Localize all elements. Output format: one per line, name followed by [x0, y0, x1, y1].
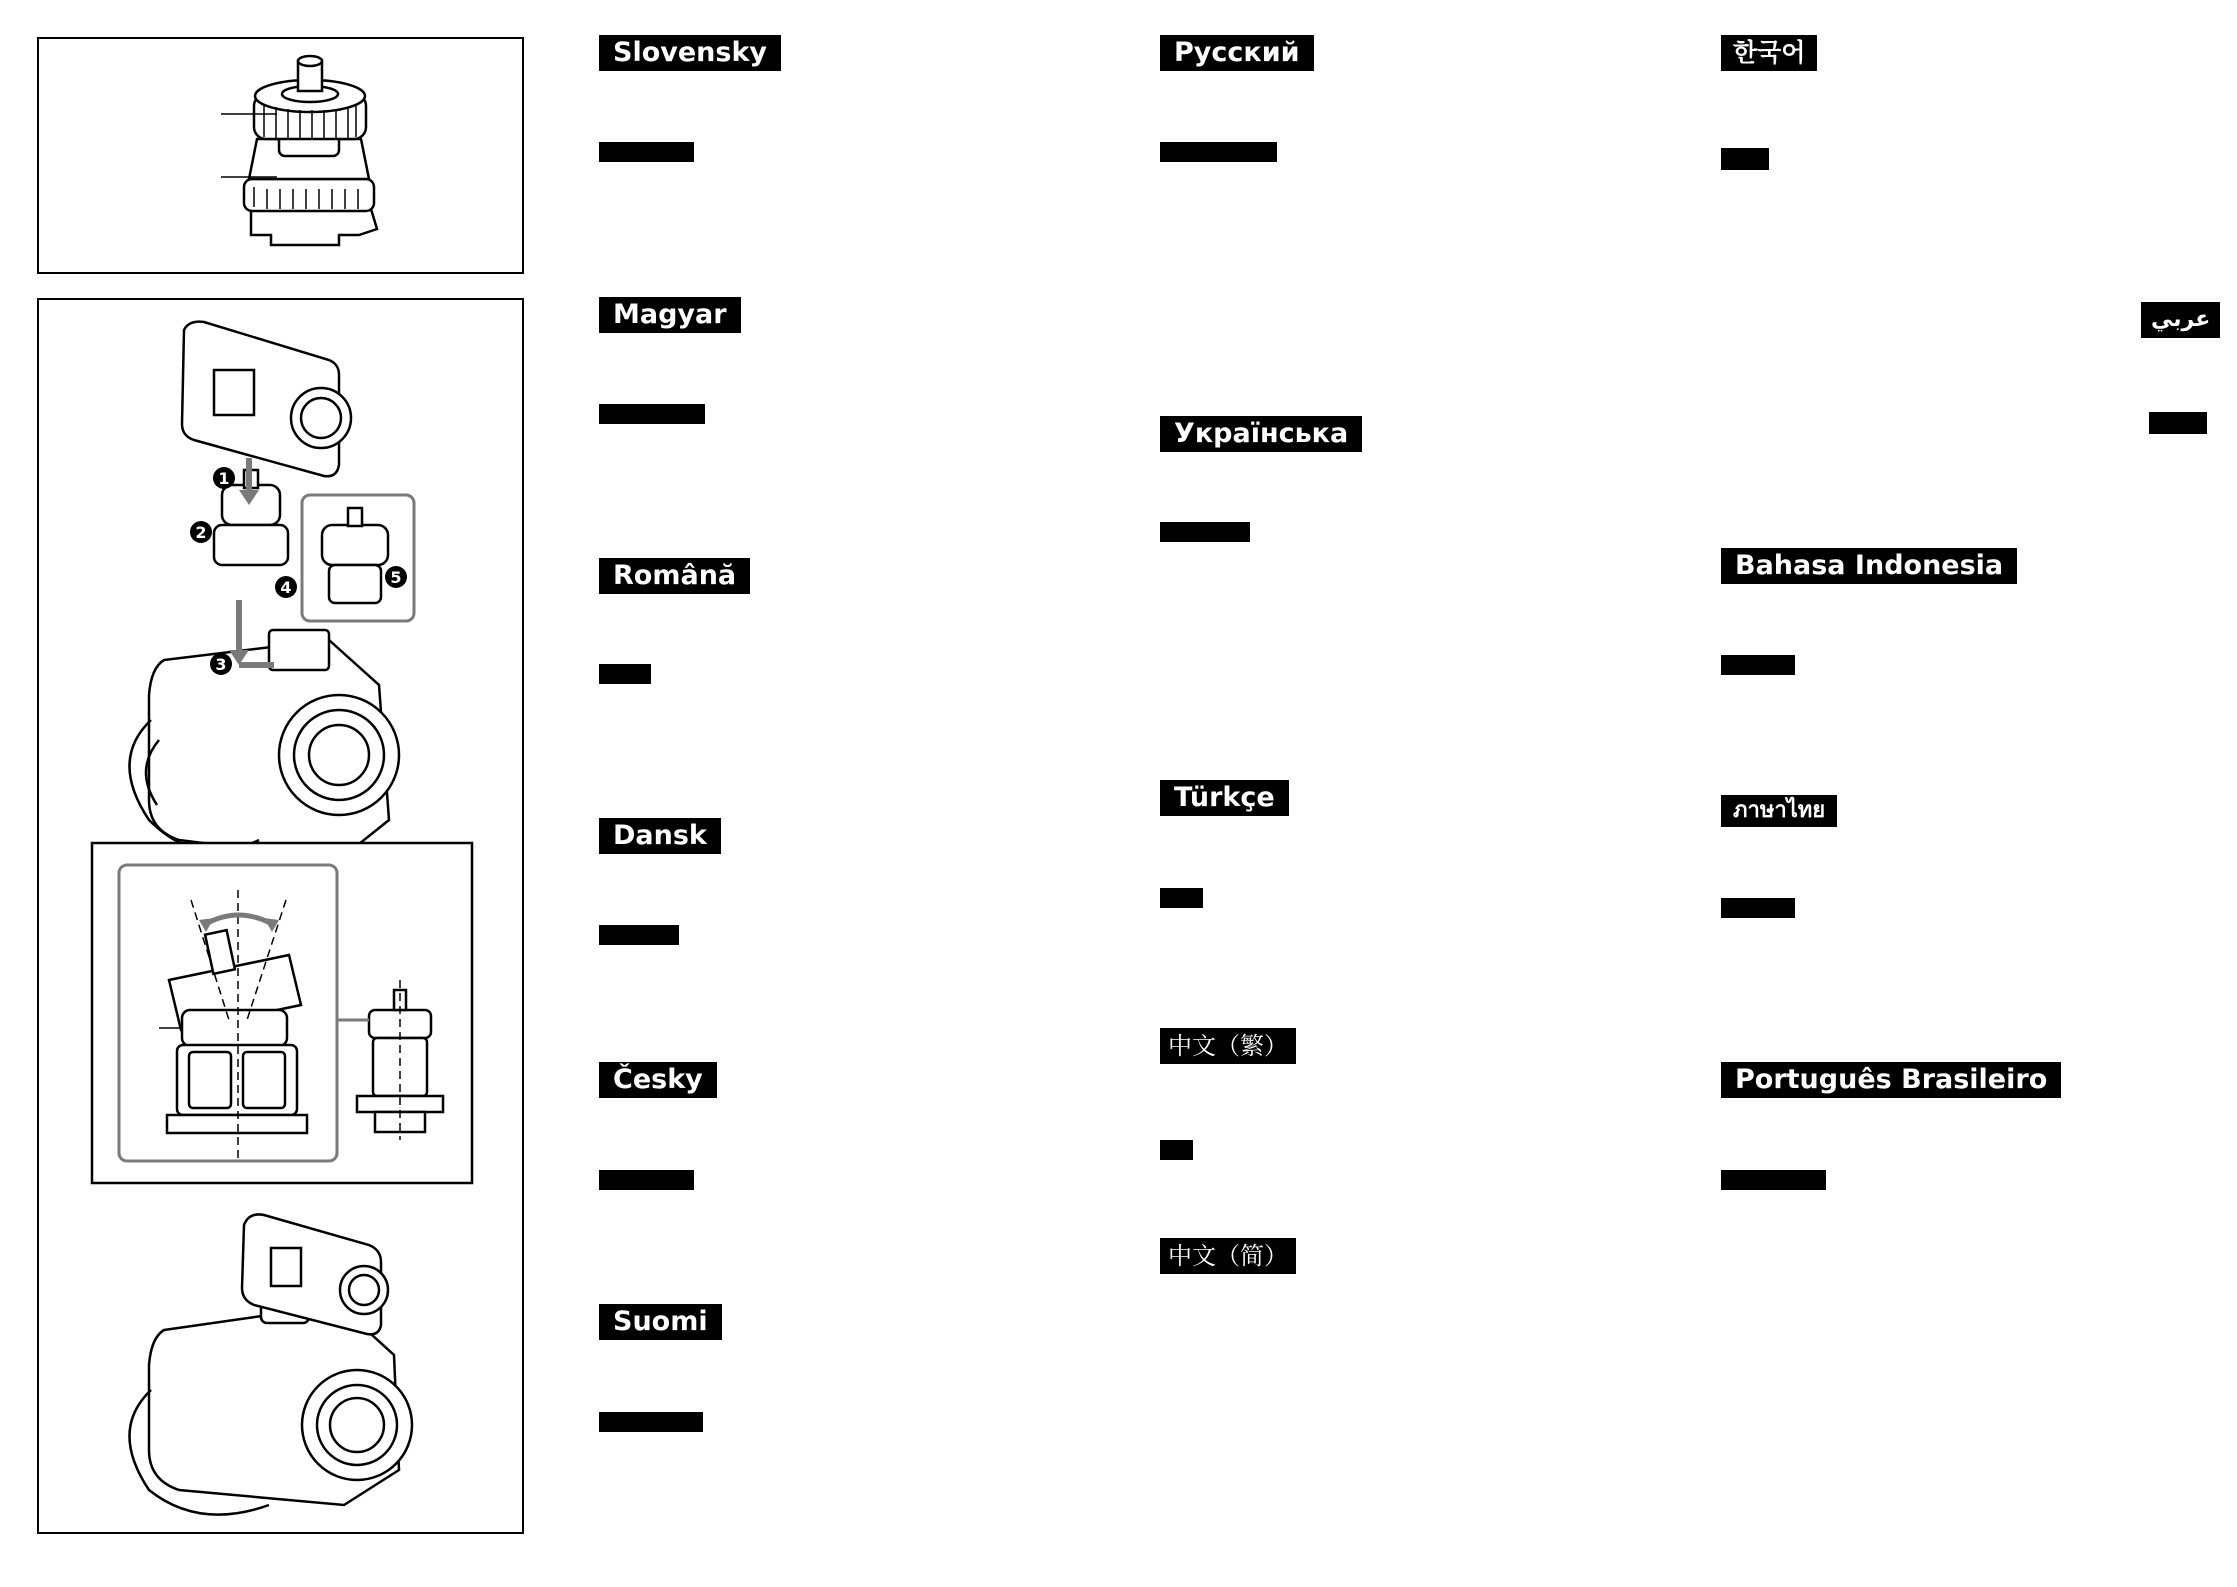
- redacted-text-bar: [599, 1170, 694, 1190]
- section-header-ukrainska: Українська: [1160, 416, 1362, 452]
- section-header-arabic: عربي: [2141, 302, 2220, 338]
- redacted-text-bar: [1721, 898, 1795, 918]
- step-number-1: 1: [218, 469, 230, 488]
- section-header-korean: 한국어: [1721, 35, 1817, 71]
- step-number-4: 4: [280, 578, 292, 597]
- section-header-romana: Română: [599, 558, 750, 594]
- redacted-text-bar: [1160, 142, 1277, 162]
- step-number-3: 3: [215, 655, 227, 674]
- section-header-turkce: Türkçe: [1160, 780, 1289, 816]
- section-header-slovensky: Slovensky: [599, 35, 781, 71]
- redacted-text-bar: [1721, 1170, 1826, 1190]
- section-header-russkiy: Русский: [1160, 35, 1314, 71]
- redacted-text-bar: [599, 925, 679, 945]
- redacted-text-bar: [599, 142, 694, 162]
- redacted-text-bar: [1160, 888, 1203, 908]
- redacted-text-bar: [599, 404, 705, 424]
- attachment-steps-illustration: [39, 300, 526, 1536]
- section-header-bahasa: Bahasa Indonesia: [1721, 548, 2017, 584]
- shoe-adaptor-illustration: [39, 39, 526, 276]
- attachment-steps-figure: [37, 298, 524, 1534]
- section-header-dansk: Dansk: [599, 818, 721, 854]
- redacted-text-bar: [1721, 655, 1795, 675]
- section-header-cesky: Česky: [599, 1062, 717, 1098]
- redacted-text-bar: [2149, 412, 2207, 434]
- redacted-text-bar: [1160, 1140, 1193, 1160]
- redacted-text-bar: [1721, 148, 1769, 170]
- section-header-magyar: Magyar: [599, 297, 741, 333]
- section-header-thai: ภาษาไทย: [1721, 795, 1837, 827]
- section-header-portugues: Português Brasileiro: [1721, 1062, 2061, 1098]
- redacted-text-bar: [599, 664, 651, 684]
- redacted-text-bar: [1160, 522, 1250, 542]
- adaptor-parts-figure: [37, 37, 524, 274]
- redacted-text-bar: [599, 1412, 703, 1432]
- step-number-5: 5: [390, 568, 402, 587]
- section-header-zh-simp: 中文（简）: [1160, 1238, 1296, 1274]
- section-header-suomi: Suomi: [599, 1304, 722, 1340]
- section-header-zh-trad: 中文（繁）: [1160, 1028, 1296, 1064]
- step-number-2: 2: [195, 523, 207, 542]
